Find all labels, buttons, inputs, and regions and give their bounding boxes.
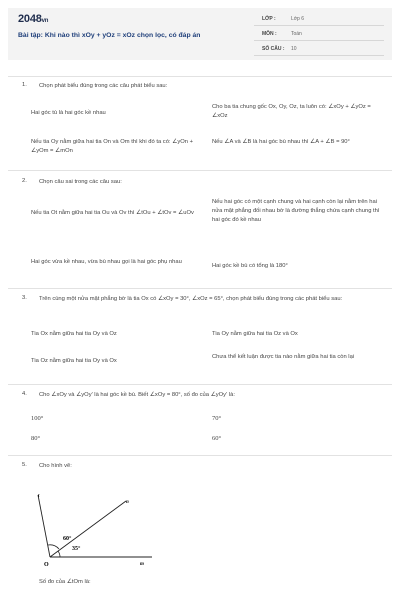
angle-value-60: 60° — [63, 536, 72, 542]
q1-option-b[interactable]: Cho ba tia chung gốc Ox, Oy, Oz, ta luôn có: ∠xOy + ∠yOz = ∠xOz — [212, 104, 371, 119]
angle-value-35: 35° — [72, 546, 81, 552]
ray-on — [50, 501, 126, 557]
meta-question-count: SỐ CÂU : 10 — [254, 43, 384, 56]
arc-t-o-n — [48, 545, 59, 549]
divider — [8, 76, 392, 77]
label-n: n — [126, 500, 129, 505]
divider — [8, 455, 392, 456]
q2-option-b[interactable]: Nếu hai góc có một cạnh chung và hai cạnh còn lại nằm trên hai nửa mặt phẳng đối nhau bờ là đường thẳng chứa cạnh chung thì hai góc đó kề nhau — [212, 199, 380, 223]
exercise-title: Bài tập: Khi nào thì xOy + yOz = xOz chọn lọc, có đáp án — [18, 32, 201, 39]
worksheet-page: 2048vn Bài tập: Khi nào thì xOy + yOz = xOz chọn lọc, có đáp án LỚP : Lớp 6 MÔN : Toán SỐ CÂU : 10 1. Chọn phát biểu đúng trong các câu phát biểu sau: Hai góc tù là hai góc kề nhau Cho ba tia chung gốc Ox, Oy, Oz, ta luôn có: ∠xOy + ∠yOz = ∠xOz Nếu tia Oy nằm giữa hai tia On và Om thì khi đó ta có: ∠yOn + ∠yOm = ∠mOn Nếu ∠A và ∠B là hai góc bù nhau thì ∠A + ∠B = 90° 2. Chọn câu sai trong các câu sau: Nếu tia Ot nằm giữa hai tia Ou và Ov thì ∠tOu + ∠tOv = ∠uOv Nếu hai góc có một cạnh chung và hai cạnh còn lại nằm trên hai nửa mặt phẳng đối nhau bờ là đường thẳng chứa cạnh chung thì hai góc đó kề nhau Hai góc vừa kề nhau, vừa bù nhau gọi là hai góc phụ nhau Hai góc kề bù có tổng là 180° 3. Trên cùng một nửa mặt phẳng bờ là tia Ox có ∠xOy = 30°, ∠xOz = 65°, chọn phát biểu đúng trong các phát biểu sau: Tia Ox nằm giữa hai tia Oy và Oz Tia Oy nằm giữa hai tia Oz và Ox Tia Oz nằm giữa hai tia Oy và Ox Chưa thể kết luận được tia nào nằm giữa hai tia còn lại 4. Cho ∠xOy và ∠yOy' là hai góc kề bù. Biết ∠xOy = 80°, số đo của ∠yOy' là: 100° 70° 80° 60° 5. Cho hình vẽ: t n O m 60° 35° Số đo của ∠tOm là: — [0, 0, 400, 600]
q2-option-a[interactable]: Nếu tia Ot nằm giữa hai tia Ou và Ov thì ∠tOu + ∠tOv = ∠uOv — [31, 210, 194, 216]
q3-option-d[interactable]: Chưa thể kết luận được tia nào nằm giữa hai tia còn lại — [212, 354, 355, 360]
arc-n-o-m — [58, 551, 60, 557]
ray-ot — [38, 495, 50, 557]
meta-subject: MÔN : Toán — [254, 28, 384, 41]
q2-option-c[interactable]: Hai góc vừa kề nhau, vừa bù nhau gọi là hai góc phụ nhau — [31, 259, 182, 265]
q4-option-a[interactable]: 100° — [31, 415, 44, 422]
q2-option-d[interactable]: Hai góc kề bù có tổng là 180° — [212, 263, 288, 269]
divider — [8, 170, 392, 171]
divider — [8, 288, 392, 289]
q4-option-d[interactable]: 60° — [212, 435, 222, 442]
q1-option-d[interactable]: Nếu ∠A và ∠B là hai góc bù nhau thì ∠A + ∠B = 90° — [212, 139, 350, 145]
worksheet-header — [8, 8, 392, 60]
q4-option-b[interactable]: 70° — [212, 415, 222, 422]
angle-figure — [30, 487, 160, 569]
q3-option-b[interactable]: Tia Oy nằm giữa hai tia Oz và Ox — [212, 331, 298, 337]
q3-option-c[interactable]: Tia Oz nằm giữa hai tia Oy và Ox — [31, 358, 117, 364]
q1-option-a[interactable]: Hai góc tù là hai góc kề nhau — [31, 110, 106, 116]
divider — [8, 384, 392, 385]
label-t: t — [38, 494, 40, 499]
meta-class: LỚP : Lớp 6 — [254, 13, 384, 26]
label-o: O — [44, 562, 49, 568]
q4-option-c[interactable]: 80° — [31, 435, 41, 442]
label-m: m — [140, 562, 144, 567]
q3-option-a[interactable]: Tia Ox nằm giữa hai tia Oy và Oz — [31, 331, 117, 337]
site-logo[interactable]: 2048vn — [18, 13, 49, 25]
q1-option-c[interactable]: Nếu tia Oy nằm giữa hai tia On và Om thì khi đó ta có: ∠yOn + ∠yOm = ∠mOn — [31, 139, 193, 154]
